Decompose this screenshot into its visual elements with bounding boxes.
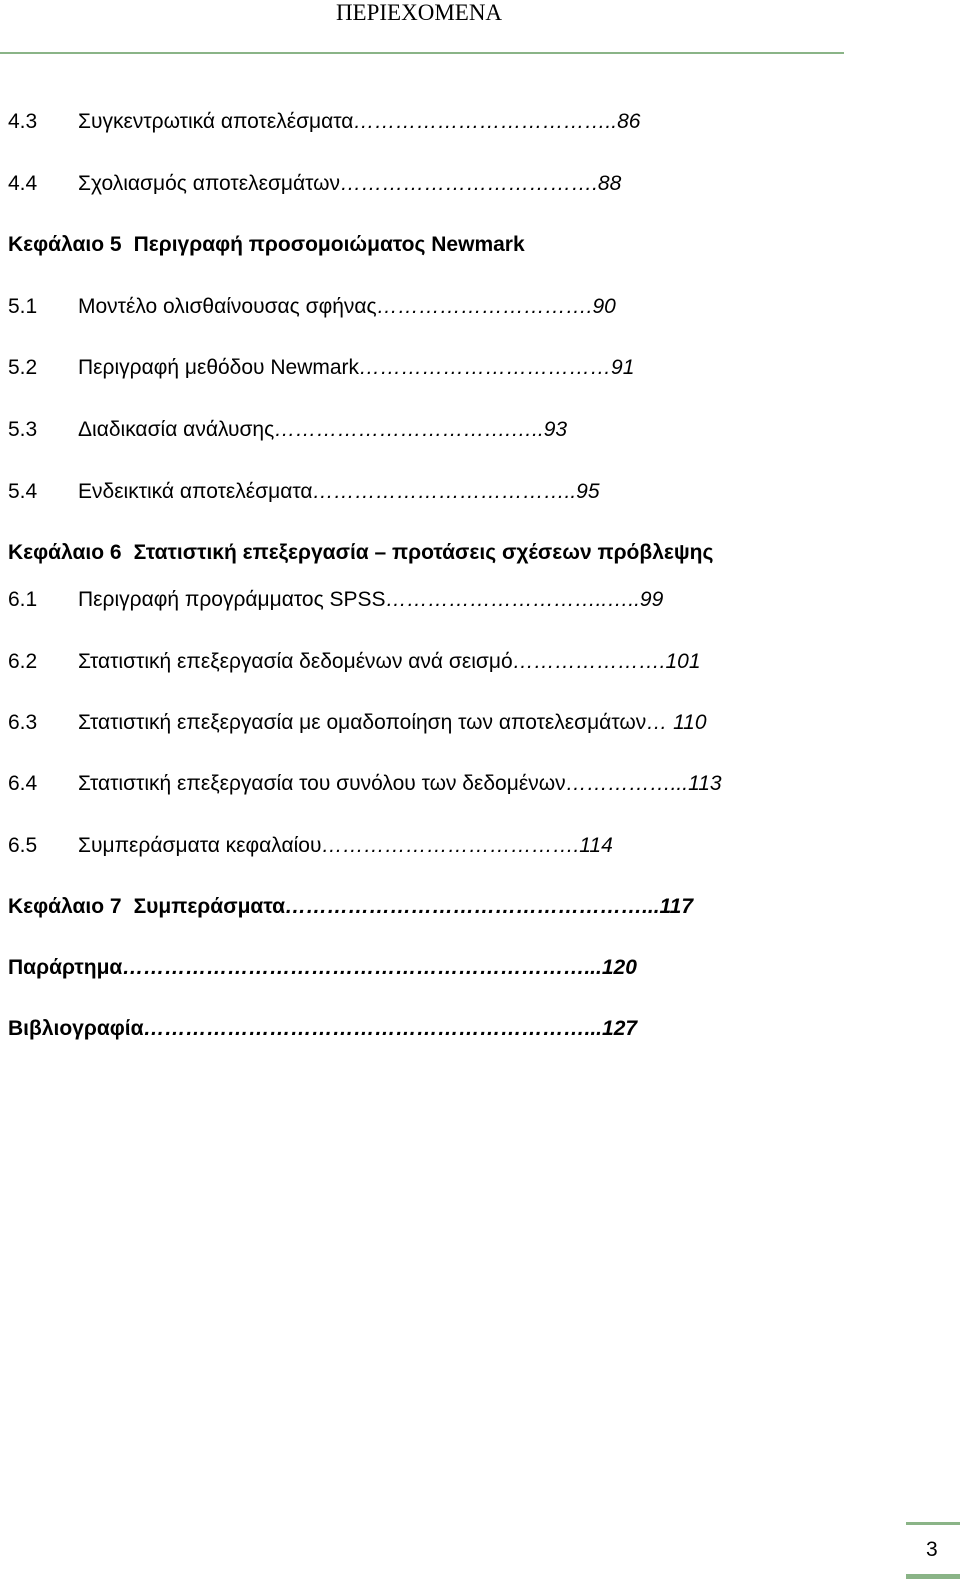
toc-entry-page: 114 [579,834,613,857]
toc-entry-page: 99 [639,588,664,611]
toc-entry-page: 127 [602,1017,638,1040]
toc-leader-dots: ……………………………….. [353,110,618,133]
toc-entry-number: 6.3 [8,711,38,734]
toc-entry-title: Στατιστική επεξεργασία δεδομένων ανά σεισμό………………….101 [78,650,701,673]
toc-entry-page: 88 [597,172,622,195]
toc-heading-title: Παράρτημα…………………………………………………………...120 [8,956,637,979]
toc-entry-page: 93 [543,418,568,441]
toc-entry-page: 101 [665,650,701,673]
toc-entry-title: Μοντέλο ολισθαίνουσας σφήνας………………………….90 [78,295,616,318]
footer-bar [906,1574,960,1579]
toc-leader-dots: …………………………….….. [274,418,544,441]
toc-chapter-label: Κεφάλαιο 5 [8,233,122,256]
header-divider [0,52,844,54]
toc-chapter-title: Κεφάλαιο 7 Συμπεράσματα……………………………………………...117 [8,895,694,918]
toc-entry-title: Στατιστική επεξεργασία του συνόλου των δεδομένων……………...113 [78,772,722,795]
toc-leader-dots: ………………………………. [340,172,598,195]
toc-entry-title: Περιγραφή μεθόδου Newmark………………………………91 [78,356,635,379]
toc-entry-page: 90 [592,295,616,318]
toc-leader-dots: ……………………………………………... [285,895,660,918]
toc-chapter-label: Κεφάλαιο 7 [8,895,122,918]
toc-entry-page: 117 [659,895,694,918]
toc-entry-number: 5.2 [8,356,38,379]
toc-leader-dots: …………………………..….. [385,588,640,611]
toc-entry-number: 6.1 [8,588,38,611]
toc-leader-dots: ……………………………….. [312,480,577,503]
toc-leader-dots: …………………………. [376,295,593,318]
toc-entry-title: Στατιστική επεξεργασία με ομαδοποίηση των αποτελεσμάτων… 110 [78,711,707,734]
toc-leader-dots: ……………... [565,772,689,795]
toc-entry-page: 95 [576,480,600,503]
footer-divider [906,1522,960,1525]
toc-entry-page: 91 [611,356,635,379]
toc-entry-title: Συμπεράσματα κεφαλαίου……………………………….114 [78,834,613,857]
toc-entry-number: 6.5 [8,834,38,857]
toc-chapter-label: Κεφάλαιο 6 [8,541,122,564]
toc-leader-dots: …………………………………………………………... [122,956,602,979]
toc-leader-dots: … [646,711,674,734]
toc-entry-number: 5.3 [8,418,38,441]
toc-entry-number: 6.2 [8,650,38,673]
toc-entry-title: Συγκεντρωτικά αποτελέσματα………………………………..86 [78,110,641,133]
toc-entry-title: Διαδικασία ανάλυσης…………………………….…..93 [78,418,568,441]
toc-leader-dots: ……………………………… [359,356,612,379]
toc-chapter-title: Κεφάλαιο 5 Περιγραφή προσομοιώματος Newmark [8,233,525,256]
toc-entry-page: 110 [673,711,707,734]
toc-leader-dots: …………………. [512,650,666,673]
toc-entry-number: 4.3 [8,110,38,133]
toc-leader-dots: ………………………………. [321,834,580,857]
toc-chapter-title: Κεφάλαιο 6 Στατιστική επεξεργασία – προτάσεις σχέσεων πρόβλεψης [8,541,714,564]
toc-entry-number: 4.4 [8,172,38,195]
toc-entry-title: Σχολιασμός αποτελεσμάτων……………………………….88 [78,172,622,195]
toc-entry-page: 120 [601,956,637,979]
toc-entry-title: Ενδεικτικά αποτελέσματα………………………………..95 [78,480,600,503]
page-title: ΠΕΡΙΕΧΟΜΕΝΑ [335,0,503,25]
toc-entry-number: 5.1 [8,295,38,318]
toc-entry-number: 5.4 [8,480,38,503]
toc-entry-page: 113 [688,772,722,795]
toc-leader-dots: ………………………………………………………... [143,1017,603,1040]
toc-entry-title: Περιγραφή προγράμματος SPSS…………………………..…..99 [78,588,664,611]
page-number: 3 [926,1538,938,1561]
toc-entry-page: 86 [617,110,641,133]
toc-heading-title: Βιβλιογραφία………………………………………………………...127 [8,1017,638,1040]
toc-entry-number: 6.4 [8,772,38,795]
